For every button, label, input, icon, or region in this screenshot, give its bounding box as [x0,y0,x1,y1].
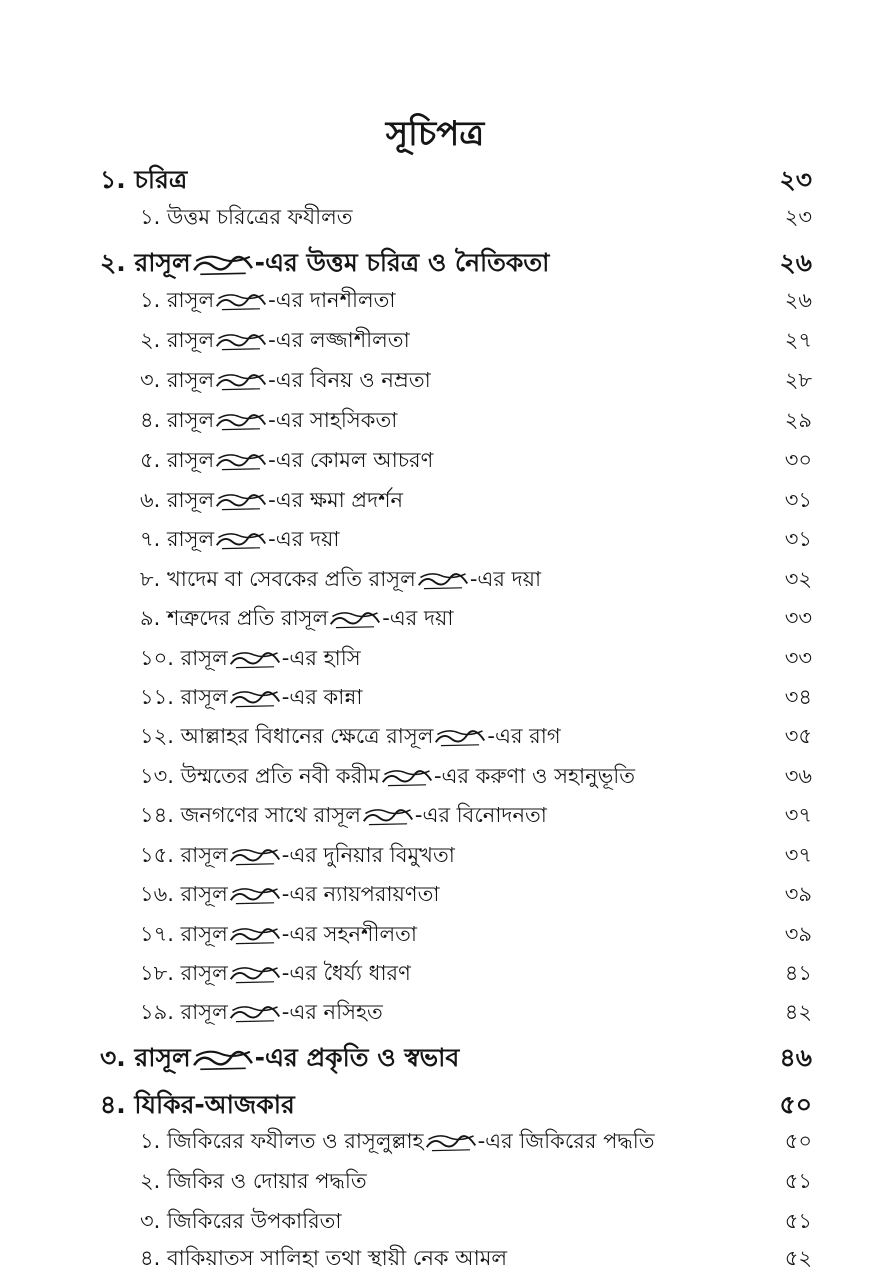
label-after: -এর ধৈর্য্য ধারণ [281,961,411,985]
label-after: -এর বিনয় ও নম্রতা [268,368,431,392]
page-number: ৩৩ [784,646,812,670]
page-number: ৩২ [784,567,812,591]
calligraphy-salutation-icon [192,251,254,277]
entry-label [140,996,383,1031]
label-after: -এর সাহসিকতা [268,408,398,432]
page-number: ২৩ [779,165,812,194]
entry-label [140,404,397,439]
calligraphy-salutation-icon [417,569,469,591]
page-number: ২৩ [784,205,812,229]
entry-label [140,839,455,874]
page-number: ২৭ [784,328,812,352]
calligraphy-salutation-icon [215,490,267,512]
label-before: ৮. খাদেম বা সেবকের প্রতি রাসূল [140,567,416,591]
calligraphy-salutation-icon [215,330,267,352]
page-number: ৪২ [784,1000,812,1024]
calligraphy-salutation-icon [229,924,281,946]
label-after: -এর দানশীলতা [268,288,396,312]
calligraphy-salutation-icon [192,1046,254,1072]
page-number: ৩৫ [784,724,812,748]
label-after: -এর প্রকৃতি ও স্বভাব [254,1043,460,1072]
label-before: ১৬. রাসূল [140,882,228,906]
label-after: -এর জিকিরের পদ্ধতি [477,1129,655,1153]
page-number: ৩৭ [784,843,812,867]
label-before: ৪. রাসূল [140,408,215,432]
label-before: ১. জিকিরের ফযীলত ও রাসূলুল্লাহ [140,1129,424,1153]
calligraphy-salutation-icon [229,884,281,906]
label-after: -এর হাসি [281,646,361,670]
entry-label [140,642,361,677]
label-after: -এর কোমল আচরণ [268,448,434,472]
entry-label: ২. জিকির ও দোয়ার পদ্ধতি [140,1169,367,1193]
label-before: ১৫. রাসূল [140,843,228,867]
entry-label: ৩. জিকিরের উপকারিতা [140,1209,342,1233]
entry-label [140,523,339,558]
page-number: ৩১ [784,527,812,551]
label-before: ১৪. জনগণের সাথে রাসূল [140,803,361,827]
page-number: ৩৬ [784,764,812,788]
calligraphy-salutation-icon [434,726,486,748]
calligraphy-salutation-icon [215,290,267,312]
label-after: -এর রাগ [487,724,561,748]
section-label: ৪. যিকির-আজকার [100,1090,295,1119]
label-before: ২. রাসূল [140,328,215,352]
page-number: ৫১ [784,1169,812,1193]
calligraphy-salutation-icon [215,529,267,551]
calligraphy-salutation-icon [229,687,281,709]
calligraphy-salutation-icon [425,1131,477,1153]
label-after: -এর কান্না [281,685,363,709]
page-number: ২৮ [784,368,812,392]
entry-label [140,918,417,953]
label-before: ৬. রাসূল [140,488,215,512]
page-number: ৪১ [784,961,812,985]
label-before: ৩. রাসূল [100,1043,191,1072]
calligraphy-salutation-icon [229,845,281,867]
entry-label [140,720,561,755]
page-number: ২৬ [779,248,812,277]
entry-label [140,957,411,992]
label-before: ১২. আল্লাহর বিধানের ক্ষেত্রে রাসূল [140,724,434,748]
calligraphy-salutation-icon [215,450,267,472]
label-after: -এর করুণা ও সহানুভূতি [433,764,636,788]
label-before: ১৭. রাসূল [140,922,228,946]
entry-label [140,444,433,479]
label-after: -এর নসিহত [281,1000,383,1024]
label-after: -এর বিনোদনতা [414,803,547,827]
label-before: ৩. রাসূল [140,368,215,392]
label-after: -এর দয়া [382,606,454,630]
label-before: ১০. রাসূল [140,646,228,670]
entry-label [140,799,547,834]
page-number: ২৬ [784,288,812,312]
entry-label [140,602,453,637]
label-after: -এর ক্ষমা প্রদর্শন [268,488,404,512]
entry-label [140,324,410,359]
section-label [100,1038,459,1081]
entry-label [140,681,362,716]
page-number: ৫১ [784,1209,812,1233]
label-after: -এর ন্যায়পরায়ণতা [281,882,440,906]
entry-label: ৪. বাকিয়াতস সালিহা তথা স্থায়ী নেক আমল [140,1246,508,1270]
page-number: ৫২ [784,1246,812,1270]
calligraphy-salutation-icon [215,410,267,432]
entry-label [140,760,635,795]
calligraphy-salutation-icon [381,766,433,788]
entry-label [140,364,431,399]
label-before: ২. রাসূল [100,248,191,277]
page-number: ৩৯ [784,922,812,946]
label-after: -এর সহনশীলতা [281,922,417,946]
calligraphy-salutation-icon [215,370,267,392]
label-before: ১৩. উম্মতের প্রতি নবী করীম [140,764,380,788]
label-before: ৯. শত্রুদের প্রতি রাসূল [140,606,329,630]
entry-label: ১. উত্তম চরিত্রের ফযীলত [140,205,353,229]
section-label [100,243,549,286]
label-after: -এর দুনিয়ার বিমুখতা [281,843,455,867]
page-number: ৩৪ [784,685,812,709]
label-before: ১৯. রাসূল [140,1000,228,1024]
label-after: -এর দয়া [268,527,340,551]
page-number: ৩৯ [784,882,812,906]
calligraphy-salutation-icon [229,648,281,670]
entry-label [140,484,403,519]
page-number: ৪৬ [779,1043,812,1072]
calligraphy-salutation-icon [229,963,281,985]
calligraphy-salutation-icon [229,1002,281,1024]
page-number: ৩৭ [784,803,812,827]
label-before: ৫. রাসূল [140,448,215,472]
calligraphy-salutation-icon [329,608,381,630]
page-title: সূচিপত্র [385,114,485,154]
entry-label [140,563,541,598]
page-number: ৩০ [784,448,812,472]
label-after: -এর লজ্জাশীলতা [268,328,410,352]
label-before: ১. রাসূল [140,288,215,312]
calligraphy-salutation-icon [362,805,414,827]
entry-label [140,284,396,319]
label-after: -এর দয়া [469,567,542,591]
page-number: ৫০ [784,1129,812,1153]
page-number: ৫০ [779,1090,812,1119]
entry-label [140,878,439,913]
page-number: ৩৩ [784,606,812,630]
label-after: -এর উত্তম চরিত্র ও নৈতিকতা [254,248,550,277]
section-label: ১. চরিত্র [100,165,188,194]
entry-label [140,1125,655,1160]
label-before: ৭. রাসূল [140,527,215,551]
label-before: ১১. রাসূল [140,685,228,709]
label-before: ১৮. রাসূল [140,961,228,985]
page-number: ৩১ [784,488,812,512]
page-number: ২৯ [784,408,812,432]
